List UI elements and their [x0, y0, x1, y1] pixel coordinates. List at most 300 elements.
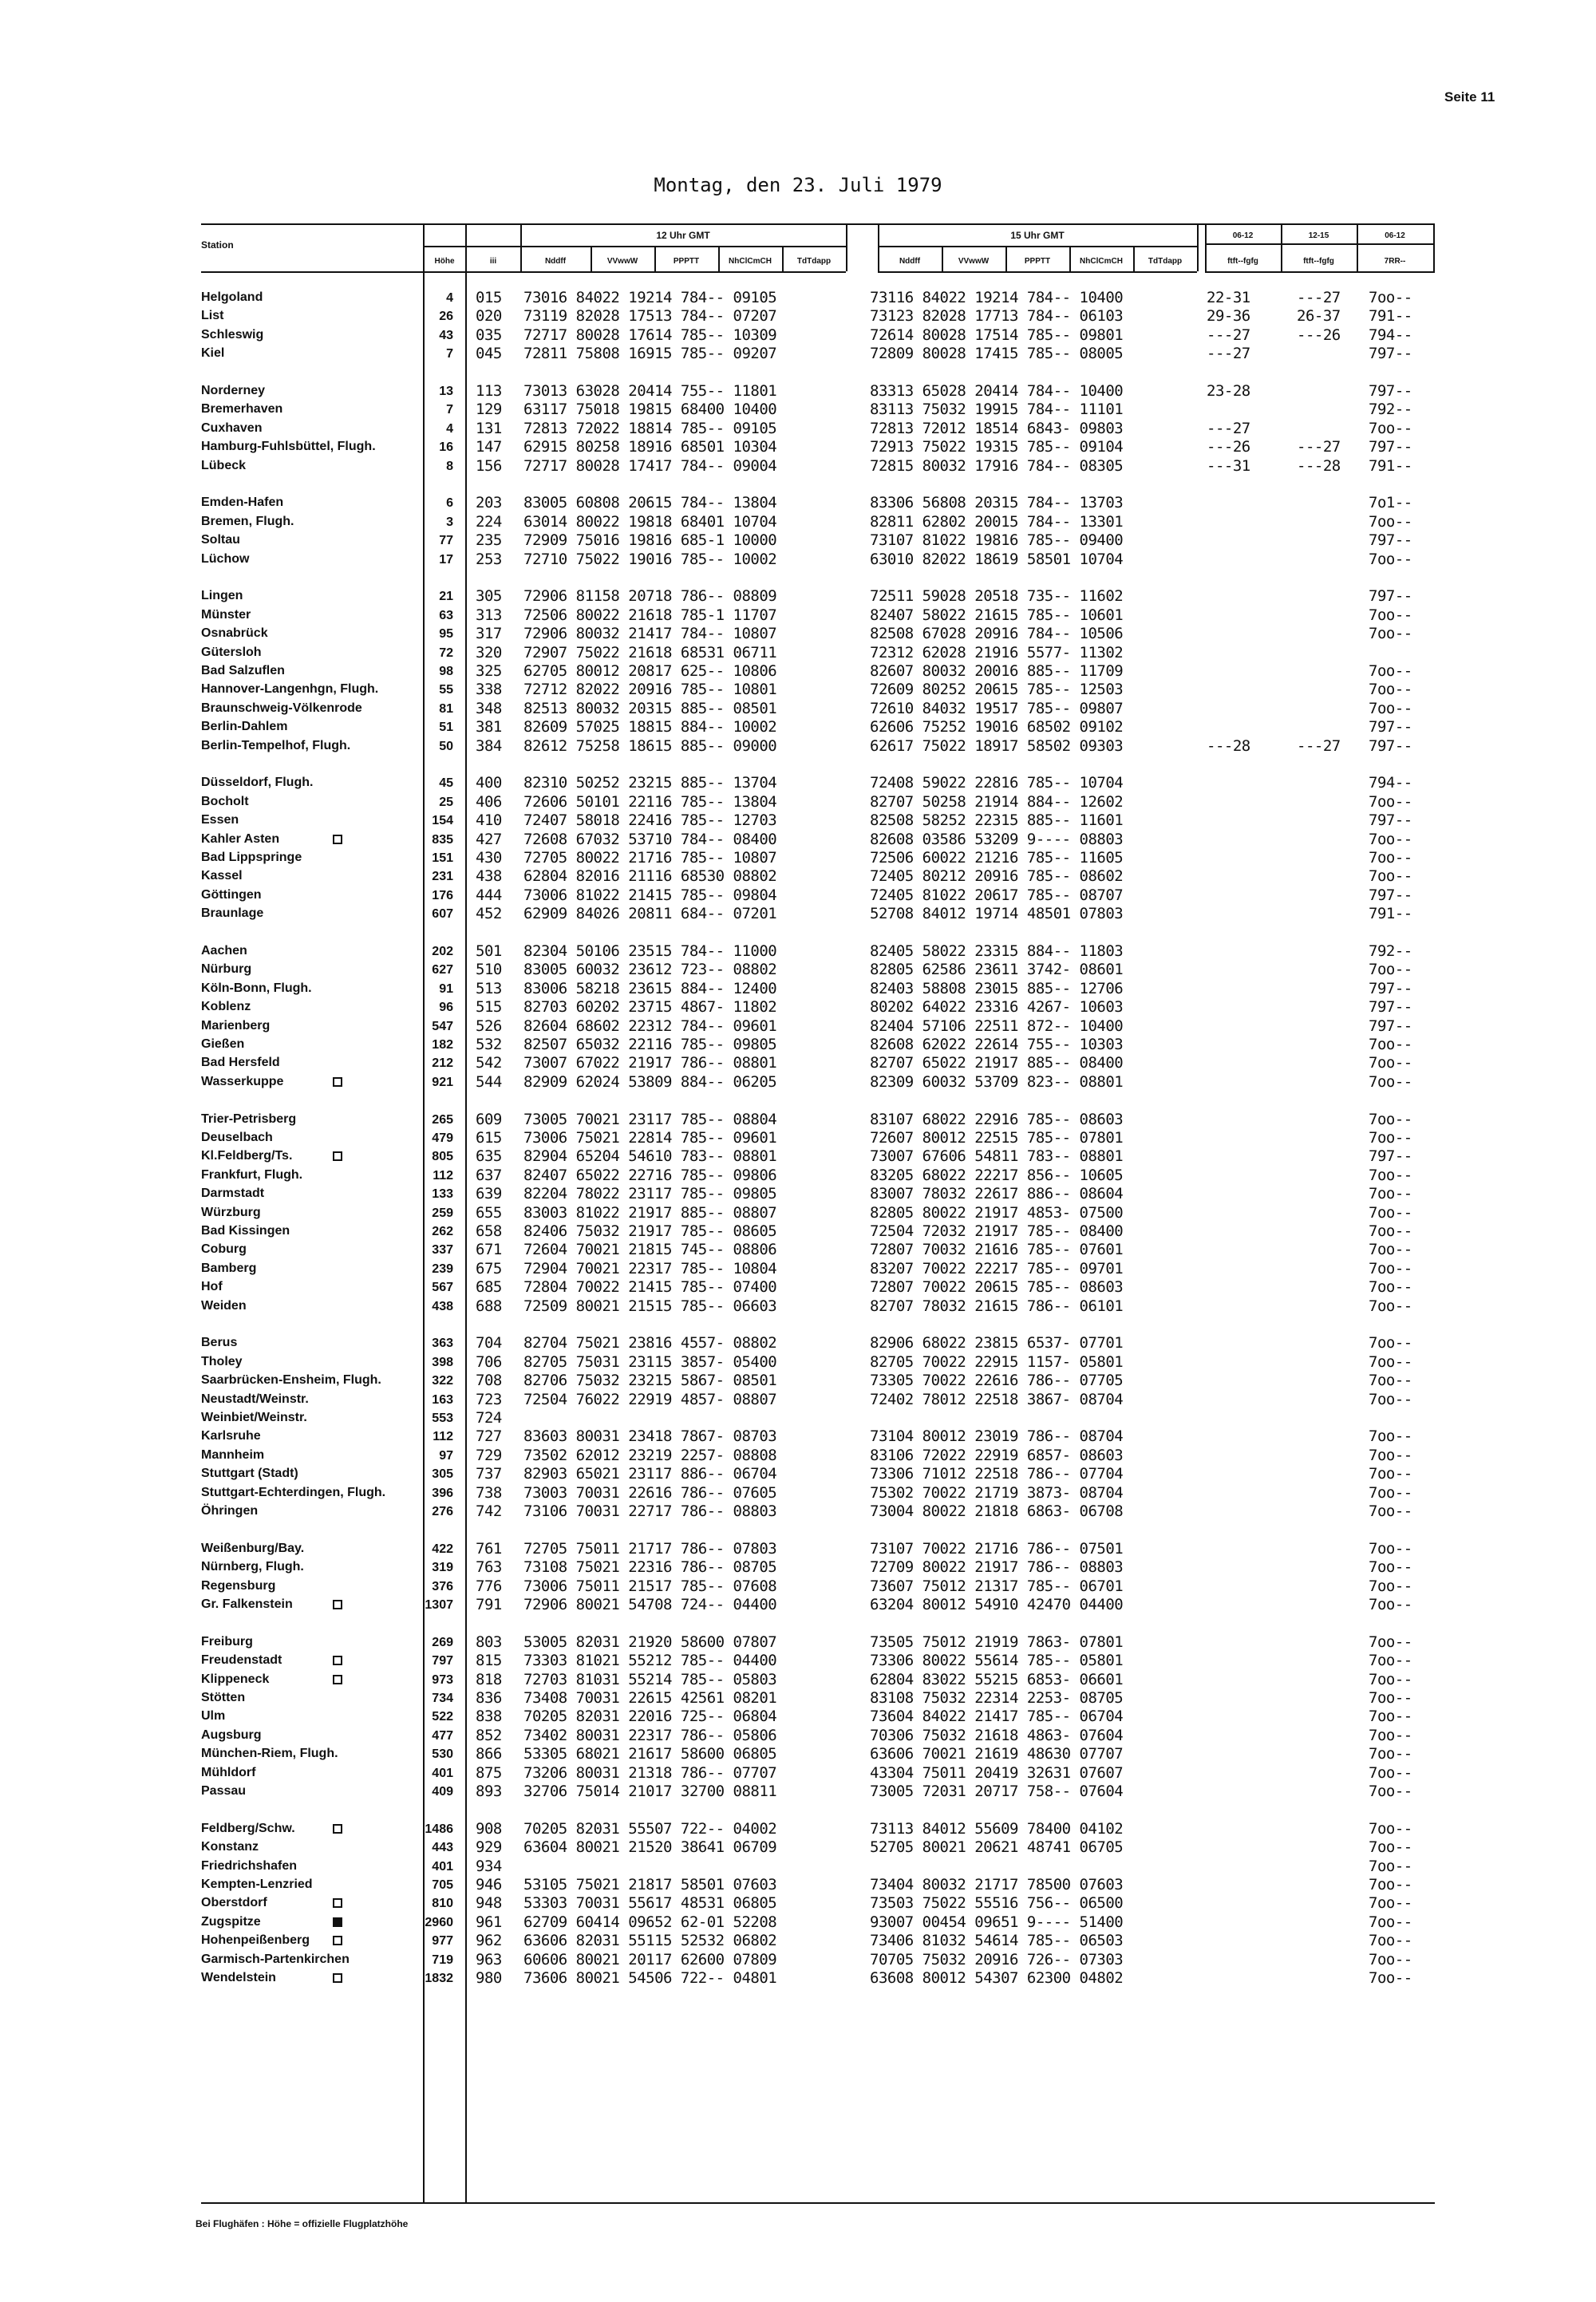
table-row	[0, 662, 1596, 681]
station-height: 977	[432, 1934, 453, 1949]
obs-12-utc: 72504 76022 22919 4857- 08807	[523, 1390, 777, 1408]
station-index: 147	[476, 438, 502, 456]
station-index: 803	[476, 1633, 502, 1651]
period-0612-b: 7oo--	[1369, 1372, 1412, 1390]
station-index: 763	[476, 1558, 502, 1577]
station-height: 363	[432, 1337, 453, 1351]
obs-12-utc: 82406 75032 21917 785-- 08605	[523, 1222, 777, 1240]
station-name: Münster	[201, 607, 251, 622]
table-row	[0, 1017, 1596, 1036]
obs-12-utc: 73013 63028 20414 755-- 11801	[523, 382, 777, 400]
station-height: 77	[439, 534, 453, 548]
station-index: 452	[476, 905, 502, 923]
station-name: Tholey	[201, 1354, 243, 1368]
station-name: Trier-Petrisberg	[201, 1112, 297, 1126]
station-name: Braunlage	[201, 906, 264, 921]
period-0612-b: 7oo--	[1369, 1427, 1412, 1446]
obs-12-utc: 73006 75011 21517 785-- 07608	[523, 1577, 777, 1595]
obs-12-utc: 73005 70021 23117 785-- 08804	[523, 1110, 777, 1128]
period-0612-b: 797--	[1369, 1147, 1412, 1166]
table-row	[0, 700, 1596, 718]
table-row	[0, 1204, 1596, 1222]
obs-15-utc: 73107 81022 19816 785-- 09400	[870, 531, 1124, 550]
obs-15-utc: 63204 80012 54910 42470 04400	[870, 1596, 1124, 1613]
period-0612-b: 7oo--	[1369, 849, 1412, 867]
period-0612-b: 7oo--	[1369, 1894, 1412, 1913]
station-name: Saarbrücken-Ensheim, Flugh.	[201, 1373, 381, 1388]
period-0612-b: 797--	[1369, 998, 1412, 1017]
open-square-icon	[333, 1936, 342, 1945]
station-index: 838	[476, 1708, 502, 1726]
obs-12-utc: 72717 80028 17417 784-- 09004	[523, 456, 777, 475]
station-height: 151	[432, 851, 453, 865]
obs-12-utc: 63014 80022 19818 68401 10704	[523, 512, 777, 531]
period-0612-b: 7oo--	[1369, 867, 1412, 886]
obs-12-utc: 72717 80028 17614 785-- 10309	[523, 326, 777, 344]
station-index: 320	[476, 643, 502, 661]
station-index: 317	[476, 625, 502, 643]
station-index: 671	[476, 1241, 502, 1259]
period-0612-b: 7oo--	[1369, 1222, 1412, 1240]
period-0612-b: 791--	[1369, 905, 1412, 923]
table-row	[0, 1932, 1596, 1950]
station-height: 239	[432, 1262, 453, 1276]
obs-12-utc: 82513 80032 20315 885-- 08501	[523, 699, 777, 717]
header-station: Station	[201, 239, 234, 251]
obs-15-utc: 73005 72031 20717 758-- 07604	[870, 1783, 1124, 1800]
table-row	[0, 1409, 1596, 1427]
obs-12-utc: 72710 75022 19016 785-- 10002	[523, 550, 777, 568]
obs-12-utc: 73402 80031 22317 786-- 05806	[523, 1726, 777, 1744]
period-0612-b: 797--	[1369, 718, 1412, 736]
station-height: 276	[432, 1505, 453, 1518]
obs-12-utc: 73006 81022 21415 785-- 09804	[523, 886, 777, 904]
period-0612-b: 7oo--	[1369, 1352, 1412, 1371]
period-0612-b: 7oo--	[1369, 1203, 1412, 1222]
obs-15-utc: 82707 78032 21615 786-- 06101	[870, 1297, 1124, 1315]
obs-12-utc: 73206 80031 21318 786-- 07707	[523, 1763, 777, 1782]
obs-15-utc: 62606 75252 19016 68502 09102	[870, 718, 1124, 736]
header-period-1215: 12-15	[1308, 231, 1329, 240]
station-height: 438	[432, 1299, 453, 1313]
station-height: 3	[446, 515, 453, 529]
station-height: 43	[439, 328, 453, 342]
open-square-icon	[333, 1973, 342, 1983]
station-height: 797	[432, 1654, 453, 1668]
station-index: 348	[476, 699, 502, 717]
period-0612-b: 7oo--	[1369, 1334, 1412, 1352]
obs-15-utc: 73306 80022 55614 785-- 05801	[870, 1652, 1124, 1670]
obs-12-utc: 72811 75808 16915 785-- 09207	[523, 345, 777, 363]
station-height: 2960	[425, 1915, 453, 1929]
obs-15-utc: 73604 84022 21417 785-- 06704	[870, 1708, 1124, 1726]
period-0612-b: 7oo--	[1369, 1913, 1412, 1931]
header-sub-a: ftft--fgfg	[1227, 257, 1258, 266]
period-0612-b: 7oo--	[1369, 1950, 1412, 1968]
station-name: Hannover-Langenhgn, Flugh.	[201, 682, 379, 697]
station-index: 406	[476, 792, 502, 811]
table-row	[0, 1596, 1596, 1614]
period-0612-b: 7oo--	[1369, 1596, 1412, 1613]
station-index: 742	[476, 1502, 502, 1520]
station-height: 17	[439, 552, 453, 567]
table-row	[0, 1185, 1596, 1203]
period-0612-b: 7oo--	[1369, 1465, 1412, 1483]
obs-15-utc: 83107 68022 22916 785-- 08603	[870, 1110, 1124, 1128]
obs-15-utc: 82608 62022 22614 755-- 10303	[870, 1036, 1124, 1053]
station-height: 443	[432, 1841, 453, 1855]
period-0612-b: 7oo--	[1369, 1577, 1412, 1595]
station-name: Neustadt/Weinstr.	[201, 1392, 309, 1406]
station-name: Berus	[201, 1336, 238, 1350]
obs-12-utc: 72906 81158 20718 786-- 08809	[523, 587, 777, 606]
table-row	[0, 1820, 1596, 1838]
open-square-icon	[333, 1898, 342, 1908]
table-row	[0, 551, 1596, 569]
station-height: 262	[432, 1225, 453, 1238]
station-name: Soltau	[201, 533, 240, 547]
station-height: 112	[433, 1430, 453, 1444]
period-0612-b: 7oo--	[1369, 1876, 1412, 1893]
station-name: Berlin-Dahlem	[201, 720, 288, 734]
obs-15-utc: 72809 80028 17415 785-- 08005	[870, 345, 1124, 363]
obs-12-utc: 82703 60202 23715 4867- 11802	[523, 998, 777, 1017]
station-height: 705	[432, 1878, 453, 1892]
station-height: 734	[432, 1692, 453, 1705]
station-index: 729	[476, 1446, 502, 1464]
table-row	[0, 737, 1596, 756]
station-name: Wasserkuppe	[201, 1074, 284, 1088]
period-0612-b: 791--	[1369, 456, 1412, 475]
table-row	[0, 1129, 1596, 1147]
date-line: Montag, den 23. Juli 1979	[654, 174, 942, 196]
obs-12-utc: 72909 75016 19816 685-1 10000	[523, 531, 777, 550]
station-name: Cuxhaven	[201, 421, 263, 435]
obs-12-utc: 82706 75032 23215 5867- 08501	[523, 1372, 777, 1390]
station-height: 921	[432, 1075, 453, 1089]
period-0612-b: 794--	[1369, 326, 1412, 344]
station-name: Weiden	[201, 1298, 247, 1313]
obs-12-utc: 72604 70021 21815 745-- 08806	[523, 1241, 777, 1259]
obs-12-utc: 83603 80031 23418 7867- 08703	[523, 1427, 777, 1446]
station-name: Karlsruhe	[201, 1429, 261, 1443]
station-name: Gr. Falkenstein	[201, 1597, 293, 1611]
period-0612-b: 7oo--	[1369, 1259, 1412, 1277]
obs-12-utc: 73606 80021 54506 722-- 04801	[523, 1969, 777, 1987]
station-index: 980	[476, 1969, 502, 1987]
period-0612-b: 7oo--	[1369, 1819, 1412, 1838]
station-name: Bad Kissingen	[201, 1224, 290, 1238]
station-height: 16	[439, 440, 453, 455]
station-height: 422	[432, 1542, 453, 1556]
obs-12-utc: 62804 82016 21116 68530 08802	[523, 867, 777, 886]
header-tdtd-12: TdTdapp	[796, 257, 832, 266]
obs-12-utc: 82304 50106 23515 784-- 11000	[523, 942, 777, 960]
period-0612-b: 797--	[1369, 1017, 1412, 1035]
station-height: 91	[439, 981, 453, 996]
table-row	[0, 1260, 1596, 1278]
period-0612-b: 7oo--	[1369, 289, 1412, 306]
period-0612-a: ---27	[1207, 419, 1250, 437]
station-height: 319	[432, 1561, 453, 1575]
period-0612-b: 7oo--	[1369, 961, 1412, 979]
obs-15-utc: 52708 84012 19714 48501 07803	[870, 905, 1124, 923]
station-index: 929	[476, 1838, 502, 1857]
station-index: 962	[476, 1932, 502, 1950]
period-0612-b: 7oo--	[1369, 1670, 1412, 1688]
table-row	[0, 1745, 1596, 1763]
station-index: 015	[476, 289, 502, 306]
period-0612-b: 7oo--	[1369, 1297, 1412, 1315]
table-row	[0, 998, 1596, 1017]
station-height: 133	[432, 1187, 453, 1202]
station-name: Bad Salzuflen	[201, 664, 285, 677]
station-height: 810	[432, 1897, 453, 1911]
table-row	[0, 1241, 1596, 1259]
station-name: Kassel	[201, 869, 243, 883]
station-name: Wendelstein	[201, 1971, 276, 1984]
period-0612-b: 7o1--	[1369, 494, 1412, 512]
obs-12-utc: 73007 67022 21917 786-- 08801	[523, 1054, 777, 1072]
period-0612-b: 7oo--	[1369, 681, 1412, 699]
station-index: 400	[476, 774, 502, 792]
table-row	[0, 420, 1596, 438]
station-name: Bocholt	[201, 794, 249, 808]
station-height: 719	[432, 1953, 453, 1967]
station-name: Ulm	[201, 1709, 226, 1724]
station-name: Coburg	[201, 1242, 247, 1257]
obs-15-utc: 82404 57106 22511 872-- 10400	[870, 1017, 1124, 1035]
station-index: 325	[476, 662, 502, 680]
station-name: Lübeck	[201, 458, 247, 472]
station-index: 131	[476, 419, 502, 437]
table-row	[0, 718, 1596, 736]
station-index: 723	[476, 1390, 502, 1408]
station-name: Kahler Asten	[201, 831, 280, 846]
station-name: Schleswig	[201, 327, 264, 342]
station-name: Bremerhaven	[201, 402, 283, 417]
table-row	[0, 1858, 1596, 1876]
obs-15-utc: 83007 78032 22617 886-- 08604	[870, 1185, 1124, 1203]
obs-15-utc: 82805 62586 23611 3742- 08601	[870, 961, 1124, 979]
table-row	[0, 1297, 1596, 1316]
table-row	[0, 1652, 1596, 1670]
obs-15-utc: 83205 68022 22217 856-- 10605	[870, 1166, 1124, 1184]
table-row	[0, 905, 1596, 923]
obs-15-utc: 52705 80021 20621 48741 06705	[870, 1838, 1124, 1857]
table-row	[0, 1913, 1596, 1932]
table-row	[0, 793, 1596, 811]
period-0612-b: 7oo--	[1369, 1054, 1412, 1072]
table-row	[0, 1783, 1596, 1801]
table-row	[0, 438, 1596, 456]
obs-12-utc: 72907 75022 21618 68531 06711	[523, 643, 777, 661]
station-index: 438	[476, 867, 502, 886]
period-0612-a: ---28	[1207, 736, 1250, 755]
obs-15-utc: 72807 70022 20615 785-- 08603	[870, 1278, 1124, 1297]
obs-12-utc: 83006 58218 23615 884-- 12400	[523, 979, 777, 997]
obs-12-utc: 82604 68602 22312 784-- 09601	[523, 1017, 777, 1035]
station-index: 156	[476, 456, 502, 475]
obs-15-utc: 63010 82022 18619 58501 10704	[870, 550, 1124, 568]
station-name: Bad Hersfeld	[201, 1056, 280, 1070]
station-name: Bremen, Flugh.	[201, 514, 294, 528]
obs-15-utc: 82906 68022 23815 6537- 07701	[870, 1334, 1124, 1352]
obs-12-utc: 53005 82031 21920 58600 07807	[523, 1633, 777, 1651]
station-index: 706	[476, 1352, 502, 1371]
period-0612-b: 792--	[1369, 942, 1412, 960]
station-name: Norderney	[201, 384, 266, 397]
table-row	[0, 1484, 1596, 1502]
table-row	[0, 1708, 1596, 1726]
station-name: Oberstdorf	[201, 1896, 267, 1910]
period-0612-b: 7oo--	[1369, 1166, 1412, 1184]
table-row	[0, 942, 1596, 961]
station-height: 305	[432, 1467, 453, 1482]
period-0612-b: 797--	[1369, 382, 1412, 400]
period-0612-b: 794--	[1369, 774, 1412, 792]
obs-15-utc: 72402 78012 22518 3867- 08704	[870, 1390, 1124, 1408]
station-height: 259	[432, 1206, 453, 1220]
station-height: 973	[432, 1672, 453, 1687]
station-name: Frankfurt, Flugh.	[201, 1167, 303, 1182]
station-height: 805	[432, 1150, 453, 1164]
obs-15-utc: 72408 59022 22816 785-- 10704	[870, 774, 1124, 792]
obs-15-utc: 73123 82028 17713 784-- 06103	[870, 307, 1124, 326]
station-index: 908	[476, 1819, 502, 1838]
station-height: 96	[439, 1001, 453, 1015]
table-row	[0, 494, 1596, 512]
page-number: Seite 11	[1444, 89, 1495, 105]
table-row	[0, 774, 1596, 792]
obs-12-utc: 72606 50101 22116 785-- 13804	[523, 792, 777, 811]
station-name: Mannheim	[201, 1447, 265, 1462]
station-index: 384	[476, 736, 502, 755]
station-index: 203	[476, 494, 502, 512]
station-index: 738	[476, 1483, 502, 1502]
obs-15-utc: 82707 65022 21917 885-- 08400	[870, 1054, 1124, 1072]
obs-12-utc: 63606 82031 55115 52532 06802	[523, 1932, 777, 1950]
period-0612-b: 7oo--	[1369, 1502, 1412, 1520]
obs-12-utc: 72509 80021 21515 785-- 06603	[523, 1297, 777, 1315]
obs-12-utc: 72906 80032 21417 784-- 10807	[523, 625, 777, 643]
obs-15-utc: 82705 70022 22915 1157- 05801	[870, 1352, 1124, 1371]
obs-12-utc: 82310 50252 23215 885-- 13704	[523, 774, 777, 792]
table-row	[0, 513, 1596, 531]
header-hoehe: Höhe	[434, 257, 455, 266]
header-nhcl-15: NhClCmCH	[1080, 257, 1123, 266]
station-index: 893	[476, 1783, 502, 1800]
station-name: Freiburg	[201, 1634, 253, 1649]
station-height: 98	[439, 665, 453, 678]
obs-15-utc: 72405 80212 20916 785-- 08602	[870, 867, 1124, 886]
period-0612-b: 7oo--	[1369, 1278, 1412, 1297]
station-height: 6	[446, 496, 453, 511]
station-index: 224	[476, 512, 502, 531]
station-name: Mühldorf	[201, 1765, 256, 1779]
table-row	[0, 849, 1596, 867]
station-name: Augsburg	[201, 1727, 262, 1742]
header-tdtd-15: TdTdapp	[1148, 257, 1183, 266]
station-height: 95	[439, 627, 453, 642]
table-row	[0, 1951, 1596, 1969]
period-1215: ---27	[1297, 736, 1341, 755]
obs-12-utc: 73108 75021 22316 786-- 08705	[523, 1558, 777, 1577]
station-index: 688	[476, 1297, 502, 1315]
table-row	[0, 531, 1596, 550]
station-name: Zugspitze	[201, 1914, 261, 1929]
station-name: Bamberg	[201, 1261, 257, 1275]
header-period-0612a: 06-12	[1232, 231, 1254, 240]
station-name: Stuttgart (Stadt)	[201, 1467, 298, 1481]
table-row	[0, 1036, 1596, 1054]
station-index: 501	[476, 942, 502, 960]
table-row	[0, 1465, 1596, 1483]
header-pppt-12: PPPTT	[673, 257, 700, 266]
period-0612-b: 7oo--	[1369, 1633, 1412, 1651]
table-row	[0, 1447, 1596, 1465]
station-name: Osnabrück	[201, 626, 268, 641]
table-row	[0, 1073, 1596, 1092]
station-name: Öhringen	[201, 1504, 259, 1518]
station-index: 253	[476, 550, 502, 568]
period-0612-a: ---27	[1207, 326, 1250, 344]
station-height: 398	[432, 1355, 453, 1369]
open-square-icon	[333, 1824, 342, 1834]
table-row	[0, 1727, 1596, 1745]
obs-12-utc: 73502 62012 23219 2257- 08808	[523, 1446, 777, 1464]
table-row	[0, 1671, 1596, 1689]
period-0612-b: 7oo--	[1369, 1763, 1412, 1782]
period-0612-b: 7oo--	[1369, 1483, 1412, 1502]
station-name: Hamburg-Fuhlsbüttel, Flugh.	[201, 440, 376, 454]
station-name: Hohenpeißenberg	[201, 1933, 310, 1948]
period-0612-b: 7oo--	[1369, 419, 1412, 437]
obs-15-utc: 93007 00454 09651 9---- 51400	[870, 1913, 1124, 1931]
station-height: 401	[432, 1766, 453, 1780]
obs-15-utc: 72813 72012 18514 6843- 09803	[870, 419, 1124, 437]
obs-12-utc: 73006 75021 22814 785-- 09601	[523, 1129, 777, 1147]
station-height: 51	[439, 721, 453, 735]
station-name: Emden-Hafen	[201, 496, 284, 510]
station-height: 337	[432, 1243, 453, 1258]
period-0612-b: 7oo--	[1369, 1036, 1412, 1053]
obs-12-utc: 53305 68021 21617 58600 06805	[523, 1745, 777, 1763]
obs-15-utc: 72815 80032 17916 784-- 08305	[870, 456, 1124, 475]
station-height: 553	[432, 1412, 453, 1425]
station-height: 8	[446, 459, 453, 473]
station-index: 708	[476, 1372, 502, 1390]
obs-15-utc: 73406 81032 54614 785-- 06503	[870, 1932, 1124, 1950]
station-index: 704	[476, 1334, 502, 1352]
station-index: 727	[476, 1427, 502, 1446]
obs-12-utc: 73003 70031 22616 786-- 07605	[523, 1483, 777, 1502]
station-name: Kempten-Lenzried	[201, 1878, 313, 1891]
period-0612-a: 23-28	[1207, 382, 1250, 400]
obs-12-utc: 82609 57025 18815 884-- 10002	[523, 718, 777, 736]
station-name: Bad Lippspringe	[201, 851, 302, 864]
obs-15-utc: 43304 75011 20419 32631 07607	[870, 1763, 1124, 1782]
obs-15-utc: 72405 81022 20617 785-- 08707	[870, 886, 1124, 904]
obs-12-utc: 70205 82031 22016 725-- 06804	[523, 1708, 777, 1726]
station-index: 513	[476, 979, 502, 997]
obs-15-utc: 80202 64022 23316 4267- 10603	[870, 998, 1124, 1017]
station-index: 515	[476, 998, 502, 1017]
station-name: Lingen	[201, 589, 243, 603]
table-row	[0, 1167, 1596, 1185]
obs-15-utc: 72709 80022 21917 786-- 08803	[870, 1558, 1124, 1577]
station-height: 607	[432, 907, 453, 922]
